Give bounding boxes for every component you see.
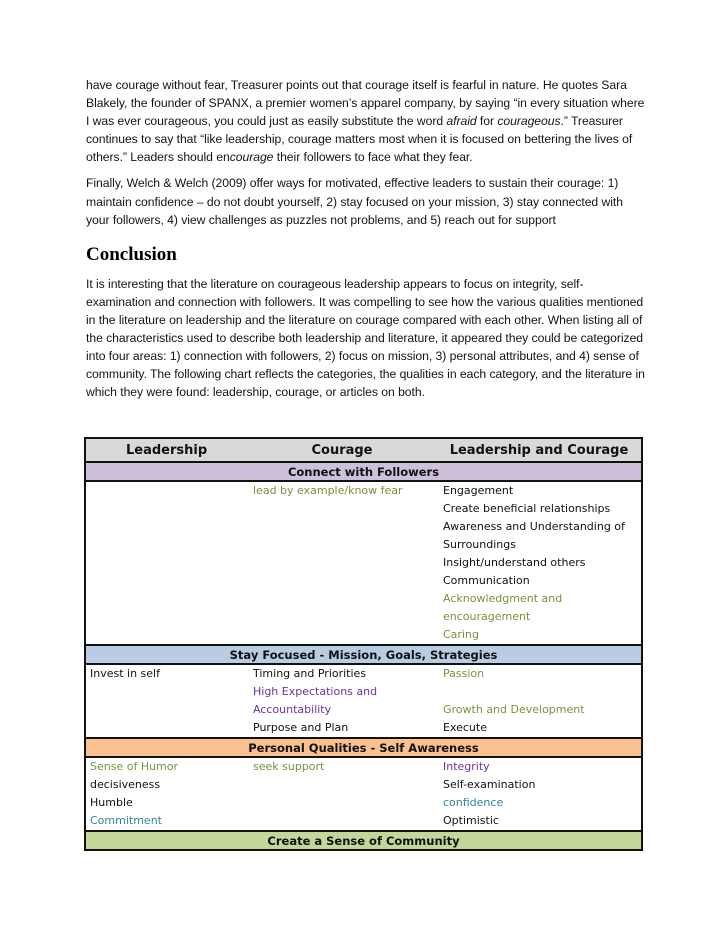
category-items-row <box>86 664 641 738</box>
paragraph-welch: Finally, Welch & Welch (2009) offer ways for motivated, effective leaders to sustain their courage: 1) maintain confidence – do not doubt yourself, 2) stay focused on your mission, 3) stay connected with your followers, 4) view challenges as puzzles not problems, and 5) reach out for support <box>86 176 623 227</box>
table-header-row <box>86 439 641 462</box>
quality-item: Timing and Priorities <box>253 667 367 680</box>
quality-item: Purpose and Plan <box>253 721 349 734</box>
quality-item: Sense of Humor <box>90 760 179 773</box>
quality-item: Create beneficial relationships <box>443 502 611 515</box>
paragraph-conclusion: It is interesting that the literature on courageous leadership appears to focus on integrity, self-examination and connection with followers. It was compelling to see how the various qualities mentioned in the literature on leadership and the literature on courage compared with each other. When listing all of the characteristics used to describe both leadership and literature, it appeared they could be categorized into four areas: 1) connection with followers, 2) focus on mission, 3) personal attributes, and 4) sense of community. The following chart reflects the categories, the qualities in each category, and the literature in which they were found: leadership, courage, or articles on both. <box>86 276 645 400</box>
italic-word: courageous <box>497 114 561 129</box>
category-header: Stay Focused - Mission, Goals, Strategies <box>86 645 641 664</box>
quality-item: Caring <box>443 628 479 641</box>
quality-item: Invest in self <box>90 667 160 680</box>
category-items-row <box>86 757 641 831</box>
quality-item: Growth and Development <box>443 703 585 716</box>
italic-word: courage <box>229 150 274 165</box>
category-header: Create a Sense of Community <box>86 831 641 849</box>
quality-item: Engagement <box>443 484 514 497</box>
category-items-row <box>86 481 641 645</box>
text-fragment: .” Treasurer <box>560 114 623 129</box>
quality-item: Passion <box>443 667 485 680</box>
category-row <box>86 462 641 481</box>
quality-item: Insight/understand others <box>443 556 586 569</box>
italic-word: afraid <box>446 114 477 129</box>
text-fragment: their followers to face what they fear. <box>273 150 473 165</box>
column-header-leadership: Leadership <box>86 439 247 462</box>
quality-item: Awareness and Understanding of Surroundings <box>443 520 625 551</box>
quality-item: Acknowledgment and encouragement <box>443 592 563 623</box>
document-page <box>86 76 646 401</box>
quality-item: Commitment <box>90 814 162 827</box>
category-header: Personal Qualities - Self Awareness <box>86 738 641 757</box>
conclusion-heading: Conclusion <box>86 243 177 265</box>
quality-item: Integrity <box>443 760 490 773</box>
quality-item: Self-examination <box>443 778 536 791</box>
category-row <box>86 645 641 664</box>
cell-courage <box>247 481 437 645</box>
quality-item: Communication <box>443 574 530 587</box>
quality-item: Optimistic <box>443 814 499 827</box>
category-header: Connect with Followers <box>86 462 641 481</box>
quality-item: decisiveness <box>90 778 161 791</box>
text-line: continues to say that “like leadership, courage matters most when it is focused on bettering the lives of <box>86 132 633 147</box>
cell-both <box>437 481 641 645</box>
cell-both <box>437 664 641 738</box>
quality-item: lead by example/know fear <box>253 484 403 497</box>
qualities-table <box>84 437 643 851</box>
cell-leadership <box>86 481 247 645</box>
cell-leadership <box>86 757 247 831</box>
quality-item: High Expectations and Accountability <box>253 685 378 716</box>
text-line: I was ever courageous, you could just as easily substitute the word <box>86 114 447 129</box>
category-row <box>86 738 641 757</box>
quality-item: Execute <box>443 721 487 734</box>
quality-item: confidence <box>443 796 504 809</box>
cell-courage <box>247 757 437 831</box>
text-line: have courage without fear, Treasurer points out that courage itself is fearful in nature. He quotes Sara <box>86 78 627 92</box>
column-header-both: Leadership and Courage <box>437 439 641 462</box>
text-fragment: for <box>476 114 498 129</box>
cell-leadership <box>86 664 247 738</box>
text-line: Blakely, the founder of SPANX, a premier women’s apparel company, by saying “in every situation where <box>86 96 645 111</box>
cell-courage <box>247 664 437 738</box>
column-header-courage: Courage <box>247 439 437 462</box>
category-row <box>86 831 641 849</box>
text-line: others.” Leaders should en <box>86 150 230 165</box>
quality-item: Humble <box>90 796 133 809</box>
cell-both <box>437 757 641 831</box>
paragraph-treasurer <box>86 76 646 166</box>
quality-item: seek support <box>253 760 325 773</box>
